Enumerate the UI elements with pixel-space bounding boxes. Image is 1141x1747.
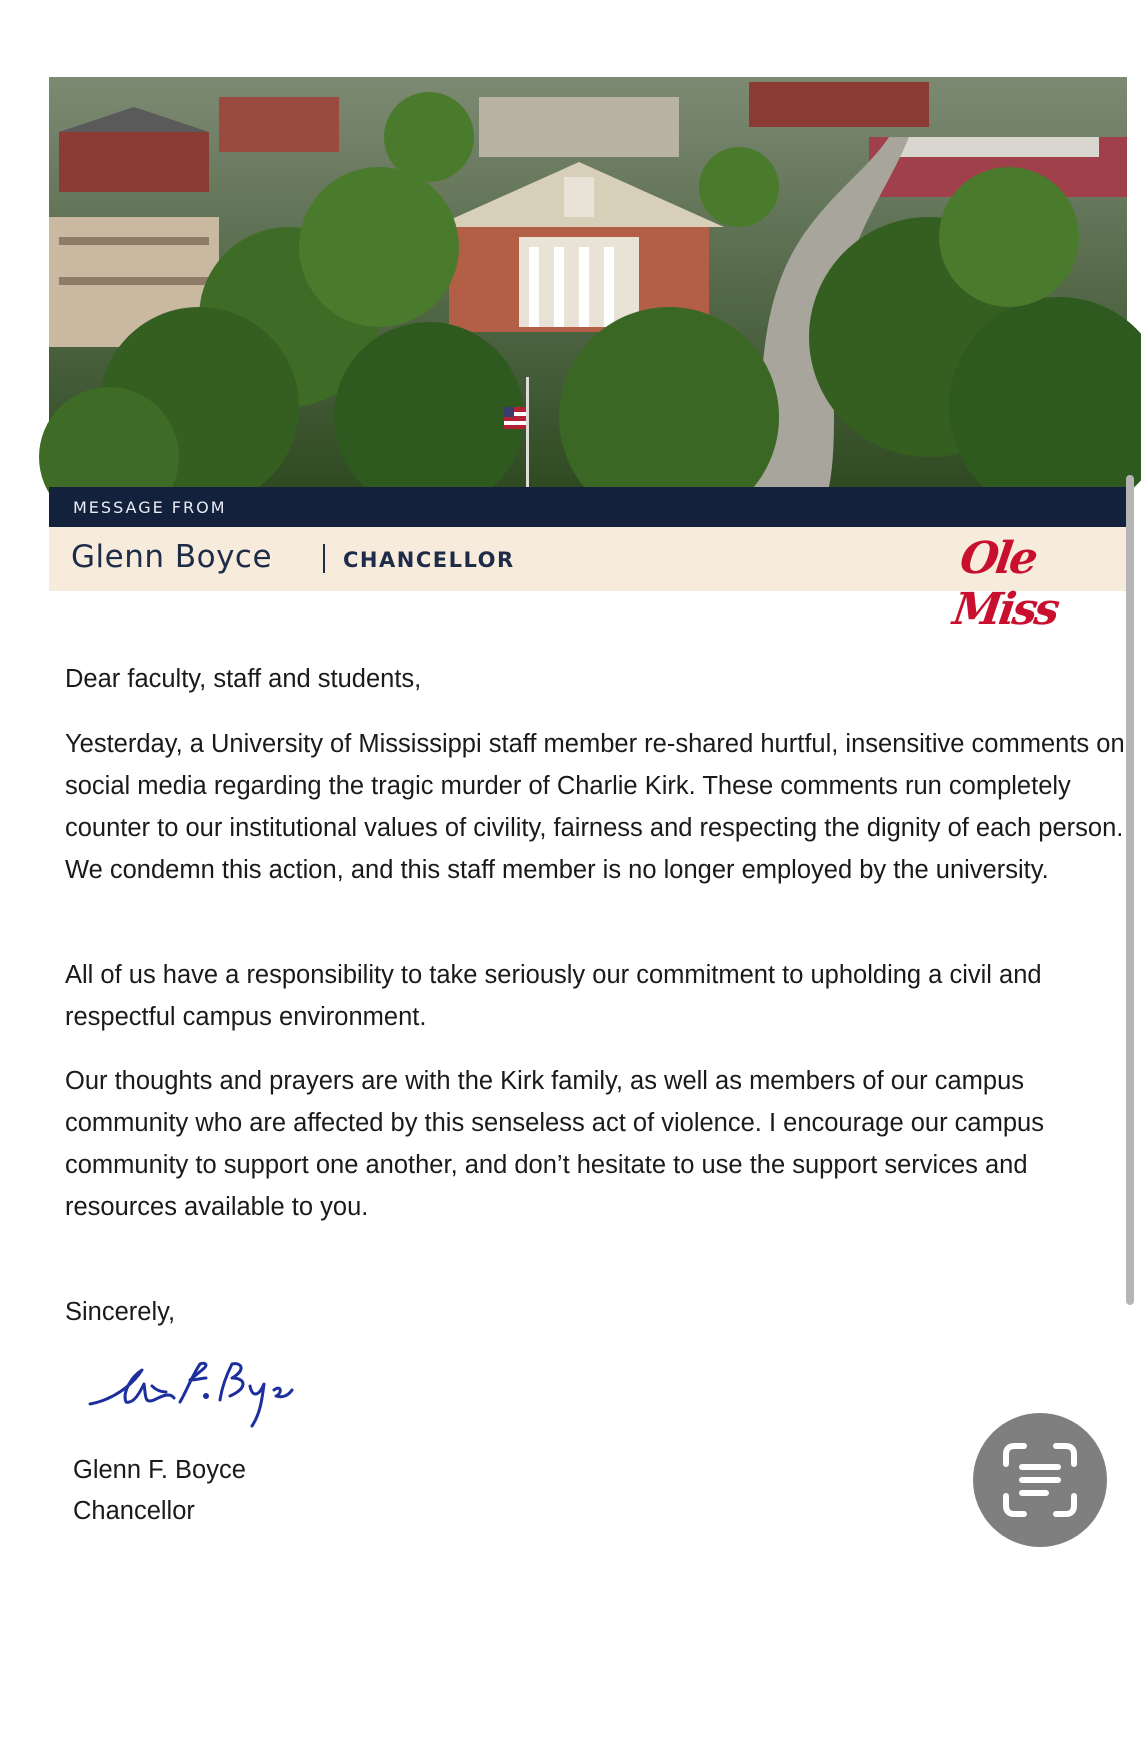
letter-closing: Sincerely,: [65, 1298, 176, 1326]
letter-paragraph-2: All of us have a responsibility to take seriously our commitment to upholding a civil and respectful campus environment.: [65, 961, 1042, 1031]
letter-paragraph-3: Our thoughts and prayers are with the Kirk family, as well as members of our campus community who are affected by this senseless act of violence. I encourage our campus community to support one another, and don’t hesitate to use the support services and resources available to you.: [65, 1067, 1044, 1221]
message-from-label: MESSAGE FROM: [73, 498, 227, 517]
text-scan-icon: [1000, 1440, 1080, 1520]
handwritten-signature: [82, 1356, 342, 1436]
live-text-scan-button[interactable]: [973, 1413, 1107, 1547]
chancellor-name: Glenn Boyce: [71, 539, 273, 575]
message-from-strip: [49, 487, 1127, 527]
campus-aerial-photo: [49, 77, 1127, 487]
name-bar: [49, 527, 1127, 635]
name-divider: [323, 544, 325, 573]
letter-paragraph-1: Yesterday, a University of Mississippi staff member re-shared hurtful, insensitive comments on social media regarding the tragic murder of Charlie Kirk. These comments run completely counter to our institutional values of civility, fairness and respecting the dignity of each person. We condemn this action, and this staff member is no longer employed by the university.: [65, 730, 1125, 884]
ole-miss-logo: Ole Miss: [949, 533, 1060, 635]
header-banner: [49, 77, 1127, 635]
letter-greeting: Dear faculty, staff and students,: [65, 665, 422, 693]
signer-name: Glenn F. Boyce: [73, 1456, 246, 1484]
signer-title: Chancellor: [73, 1497, 195, 1525]
scrollbar[interactable]: [1126, 475, 1134, 1305]
chancellor-title: CHANCELLOR: [343, 548, 515, 572]
